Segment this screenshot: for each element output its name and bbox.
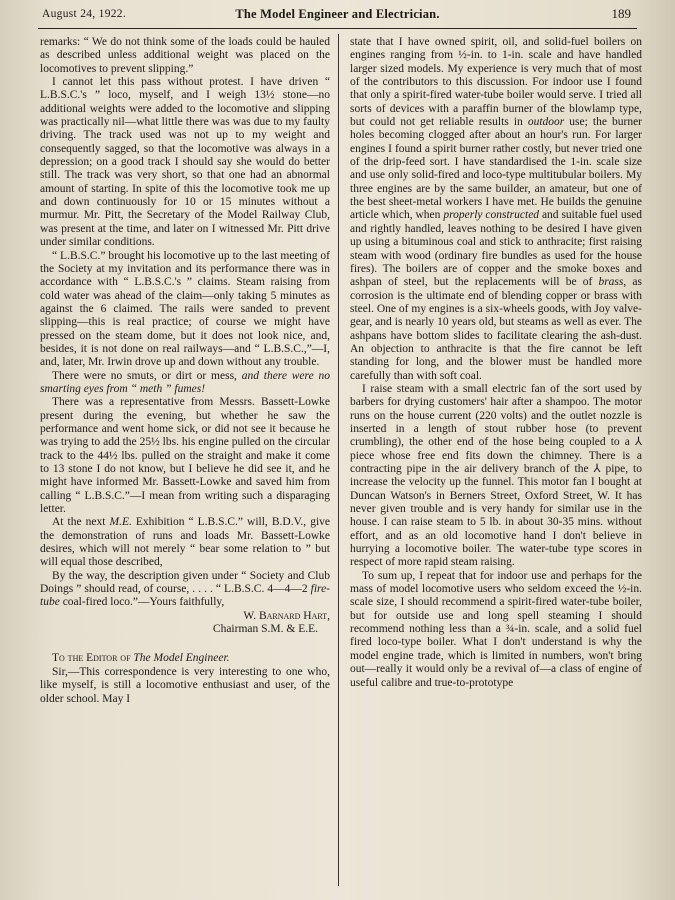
left-paragraph-5: There was a representative from Messrs. Bassett-Lowke present during the evening, but whether he saw the performance and went home sick, or did not see it because he was trying to add the 25½ lbs. his engine pulled on the circular track to the 44½ lbs. pulled on the straight and make it come to 13 stone I do not know, but I believe he did see it, and he might have informed Mr. Bassett-Lowke and saved him from calling “ L.B.S.C.”—I mean from writing such a disparaging letter. — [40, 396, 330, 516]
header-title: The Model Engineer and Electrician. — [235, 7, 440, 21]
right-paragraph-1-b: use; the burner holes becoming clogged after about an hour's run. For larger engines I found a spirit burner rather costly, but never tried one of the drip-feed sort. I have standardised the 1-in. scale size and use only solid-fired and loco-type multitubular boilers. My three engines are by the same builder, an amateur, but one of the best sheet-metal workers I have met. He builds the genuine article which, when — [350, 116, 642, 222]
left-paragraph-4 — [40, 370, 330, 397]
left-paragraph-8: Sir,—This correspondence is very interesting to one who, like myself, is still a locomotive enthusiast and user, of the older school. May I — [40, 665, 330, 705]
column-divider — [338, 34, 339, 886]
editor-heading-prefix: To the Editor of — [52, 652, 134, 665]
left-paragraph-3: “ L.B.S.C.” brought his locomotive up to the last meeting of the Society at my invitation and its performance there was in accordance with “ L.B.S.C.'s ” claims. Steam raising from cold water was ahead of the claim—only taking 5 minutes as against the 6 claimed. The rails were sanded to prevent slipping—this is real practice; of course we might have pressed on the steam dome, but it does not look nice, and, besides, it is not done on real railways—and “ L.B.S.C.,”—I, and, later, Mr. Irwin drove up and down without any trouble. — [40, 249, 330, 369]
signature-name: W. Barnard Hart, — [243, 609, 330, 622]
left-paragraph-1: remarks: “ We do not think some of the loads could be hauled as described unless additional weight was placed on the locomotives to prevent slipping.” — [40, 36, 330, 75]
left-paragraph-6-me: M.E. — [109, 516, 132, 529]
right-paragraph-1-properly: properly constructed — [443, 209, 540, 222]
left-paragraph-7 — [40, 570, 330, 610]
right-paragraph-1-outdoor: outdoor — [527, 116, 565, 129]
right-paragraph-3: To sum up, I repeat that for indoor use and perhaps for the mass of model locomotive users who seldom exceed the ½-in. scale size, I should recommend a spirit-fired water-tube boiler, but for outside use and long spell steaming I should recommend nothing less than a ¾-in. scale, and a solid fuel fired loco-type boiler. What I don't understand is why the model engine trade, which is limited in numbers, won't bring out—really it would only be a revival of—a class of engine of useful calibre and true-to-prototype — [350, 569, 642, 689]
running-header — [38, 6, 637, 29]
right-paragraph-1-d: , as corrosion is the ultimate end of blending copper or brass with steel. One of my engines is a six-wheels goods, with Joy valve-gear, and is nearly 10 years old, but steams as well as ever. The ashpans have bottom slides to facilitate clearing the ash-dust. An objection to anthracite is that the fire cannot be left standing for long, and the blower must be handled more carefully than with soft coal. — [350, 276, 642, 382]
left-paragraph-6-c: Exhibition “ L.B.S.C.” will, B.D.V., give the demonstration of runs and loads Mr. Bassett-Lowke desires, which will not merely “ bear some relation to ” but will equal those described, — [40, 516, 330, 569]
left-column — [40, 36, 330, 894]
right-paragraph-1-a: state that I have owned spirit, oil, and solid-fuel boilers on engines ranging from ½-in. to 1-in. scale and have handled larger sized models. My experience is very much that of most of the contributors to this discussion. For indoor use I found that only a spirit-fired water-tube boiler would serve. I tried all sorts of devices with a paraffin burner of the blowlamp type, but could not get reliable results in — [350, 36, 642, 129]
right-paragraph-2: I raise steam with a small electric fan of the sort used by barbers for drying customers' hair after a shampoo. The motor runs on the house current (220 volts) and the outlet nozzle is inserted in a length of stout rubber hose (to prevent crumbling), the other end of the hose being coupled to a ⅄ piece whose free end fits down the chimney. There is a contracting pipe in the air delivery branch of the ⅄ pipe, to increase the velocity up the funnel. This motor fan I bought at Duncan Watson's in Berners Street, Oxford Street, W. It has never given trouble and is very handy for similar use in the house. I can raise steam to 5 lb. in about 30-35 mins. without effort, and as an old locomotive hand I don't believe in hurrying a locomotive boiler. The water-tube type scores in respect of more rapid steam raising. — [350, 382, 642, 569]
left-paragraph-2: I cannot let this pass without protest. I have driven “ L.B.S.C.'s ” loco, myself, and I weigh 13½ stone—no additional weights were added to the locomotive and slipping was practically nil—what little there was was due to my faulty driving. The track used was not up to my weight and consequently sagged, so that the locomotive was always in a depression; on a good track I should say she would do better still. The track was very short, so that one had an abnormal amount of starting. In spite of this the locomotive took me up and down continuously for 10 or 15 minutes without a murmur. Mr. Pitt, the Secretary of the Model Railway Club, was present at the time, and later on I witnessed Mr. Pitt drive under similar conditions. — [40, 76, 330, 249]
editor-heading — [40, 652, 330, 665]
right-column — [350, 36, 642, 894]
header-date: August 24, 1922. — [42, 8, 127, 20]
left-paragraph-7-firetube: fire-tube — [40, 583, 330, 609]
left-paragraph-7-c: coal-fired loco.”—Yours faithfully, — [59, 596, 225, 609]
right-paragraph-1-brass: brass — [598, 276, 624, 289]
left-paragraph-6 — [40, 516, 330, 569]
page-number: 189 — [611, 6, 631, 21]
left-paragraph-6-a: At the next — [52, 516, 110, 529]
right-paragraph-1-c: and suitable fuel used and rightly handled, leaves nothing to be desired I have given up using a bituminous coal and stick to anthracite; first raising steam with wood (ordinary fire bundles as used for the house fires). The boilers are of copper and the smoke boxes and ashpan of steel, but the replacements will be of — [350, 209, 642, 289]
letter-gap — [40, 636, 330, 652]
left-paragraph-7-a: By the way, the description given under “ Society and Club Doings ” should read, of course, . . . . “ L.B.S.C. 4—4—2 — [40, 569, 330, 596]
right-paragraph-1 — [350, 36, 642, 383]
editor-heading-journal: The Model Engineer. — [133, 652, 230, 665]
left-paragraph-4-text: There were no smuts, or dirt or mess, — [52, 369, 242, 382]
left-paragraph-4-emphasis: and there were no smarting eyes from “ meth ” fumes! — [40, 369, 330, 395]
signature-title: Chairman S.M. & E.E. — [212, 623, 318, 636]
